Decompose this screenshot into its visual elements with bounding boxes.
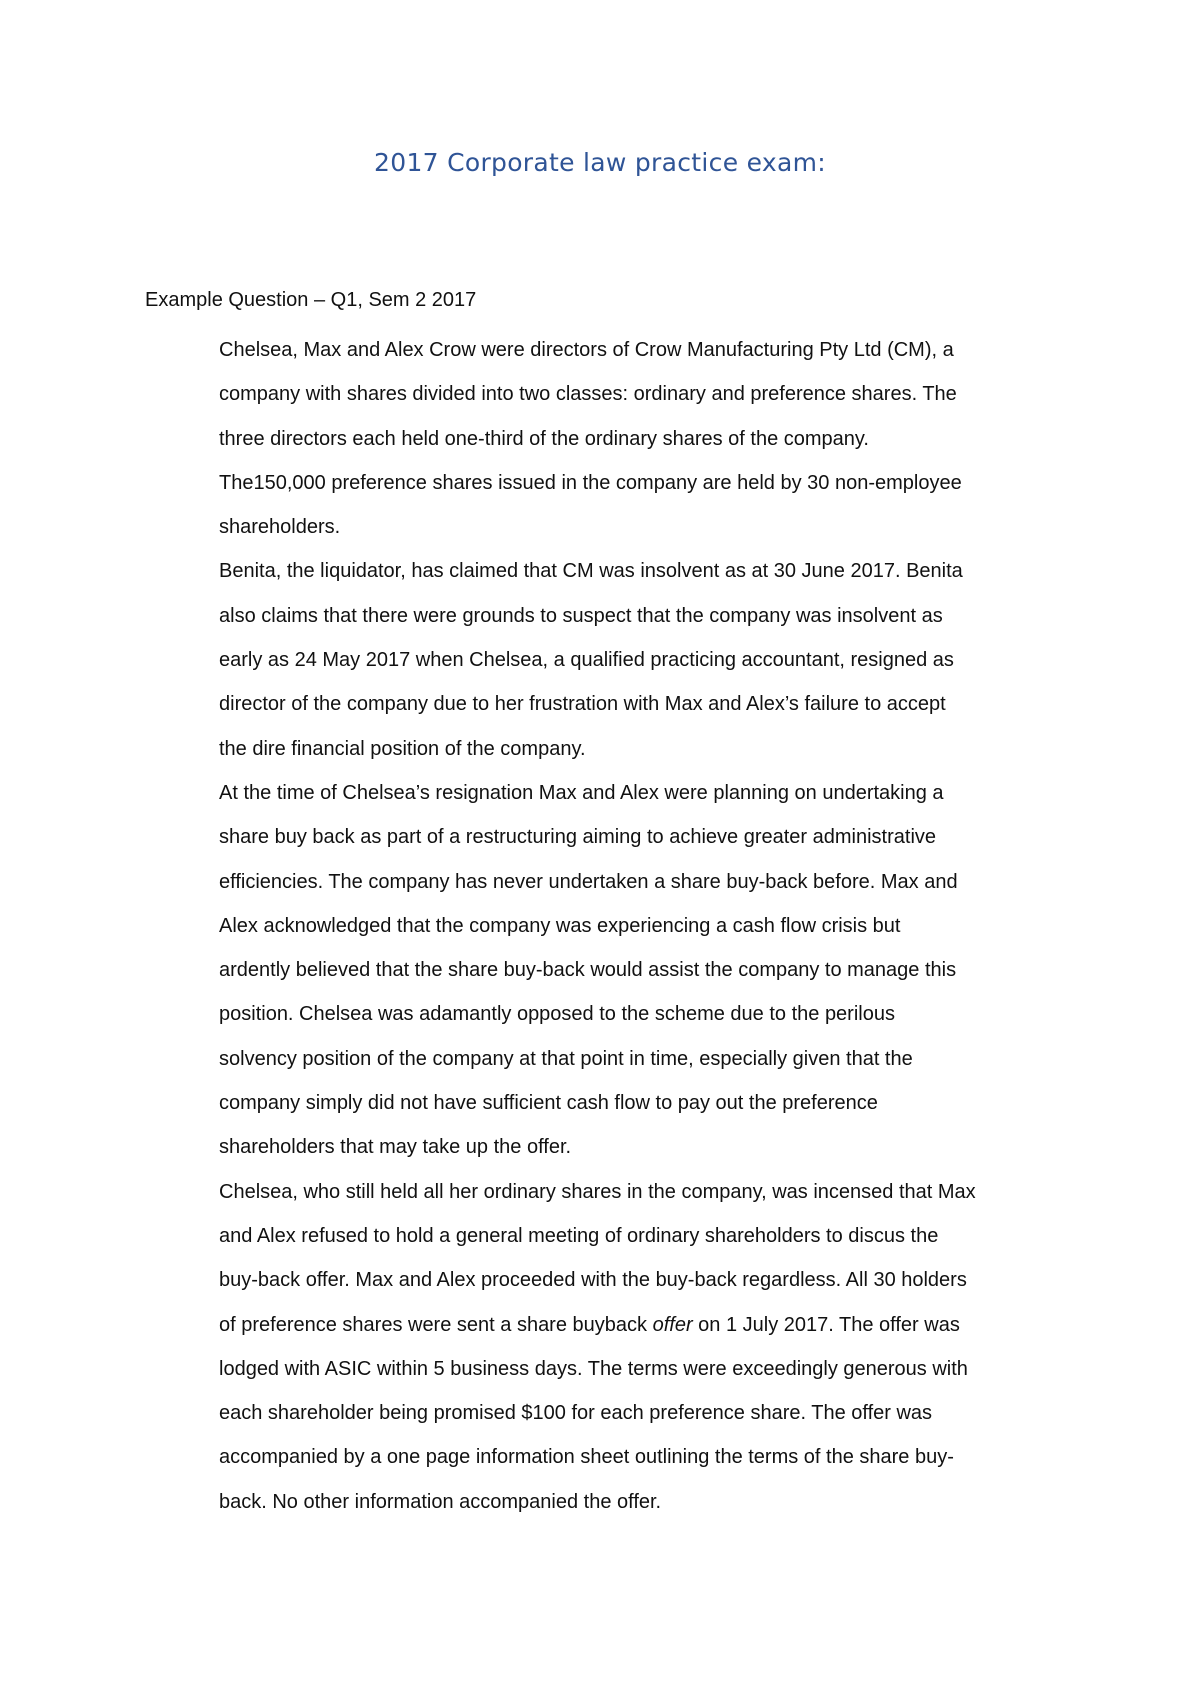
body-line: shareholders that may take up the offer. — [219, 1136, 572, 1159]
body-line: solvency position of the company at that point in time, especially given that the — [219, 1047, 913, 1070]
body-line: lodged with ASIC within 5 business days. The terms were exceedingly generous with — [219, 1357, 968, 1380]
body-line: and Alex refused to hold a general meeting of ordinary shareholders to discus the — [219, 1224, 939, 1247]
body-line: position. Chelsea was adamantly opposed to the scheme due to the perilous — [219, 1003, 895, 1026]
body-line-with-italic — [219, 1303, 1069, 1347]
body-line: Chelsea, who still held all her ordinary shares in the company, was incensed that Max — [219, 1180, 976, 1203]
body-line: accompanied by a one page information sheet outlining the terms of the share buy- — [219, 1446, 954, 1469]
body-line: Alex acknowledged that the company was experiencing a cash flow crisis but — [219, 914, 901, 937]
question-body — [219, 328, 1069, 1524]
question-heading: Example Question – Q1, Sem 2 2017 — [145, 289, 477, 311]
body-line: director of the company due to her frustration with Max and Alex’s failure to accept — [219, 693, 946, 716]
body-line: back. No other information accompanied the offer. — [219, 1490, 662, 1513]
document-title: 2017 Corporate law practice exam: — [374, 148, 826, 177]
body-line: The150,000 preference shares issued in the company are held by 30 non-employee — [219, 471, 962, 494]
body-line: share buy back as part of a restructuring aiming to achieve greater administrative — [219, 826, 937, 849]
body-line: also claims that there were grounds to suspect that the company was insolvent as — [219, 604, 943, 627]
italic-offer-text: offer — [652, 1313, 693, 1336]
body-line: Chelsea, Max and Alex Crow were directors of Crow Manufacturing Pty Ltd (CM), a — [219, 339, 954, 361]
body-line: Benita, the liquidator, has claimed that CM was insolvent as at 30 June 2017. Benita — [219, 560, 963, 583]
body-text: on 1 July 2017. The offer was — [692, 1313, 960, 1336]
body-line: efficiencies. The company has never undertaken a share buy-back before. Max and — [219, 870, 958, 893]
body-text: of preference shares were sent a share buyback — [219, 1313, 653, 1336]
body-line: buy-back offer. Max and Alex proceeded with the buy-back regardless. All 30 holders — [219, 1269, 967, 1292]
body-line: company simply did not have sufficient cash flow to pay out the preference — [219, 1092, 878, 1115]
body-line: shareholders. — [219, 516, 341, 539]
body-line: each shareholder being promised $100 for each preference share. The offer was — [219, 1402, 933, 1425]
body-line: company with shares divided into two classes: ordinary and preference shares. The — [219, 383, 957, 406]
body-line: three directors each held one-third of the ordinary shares of the company. — [219, 427, 869, 450]
body-line: the dire financial position of the company. — [219, 737, 586, 760]
body-line: ardently believed that the share buy-back would assist the company to manage this — [219, 959, 957, 982]
body-line: At the time of Chelsea’s resignation Max and Alex were planning on undertaking a — [219, 781, 944, 804]
body-line: early as 24 May 2017 when Chelsea, a qualified practicing accountant, resigned as — [219, 649, 954, 672]
